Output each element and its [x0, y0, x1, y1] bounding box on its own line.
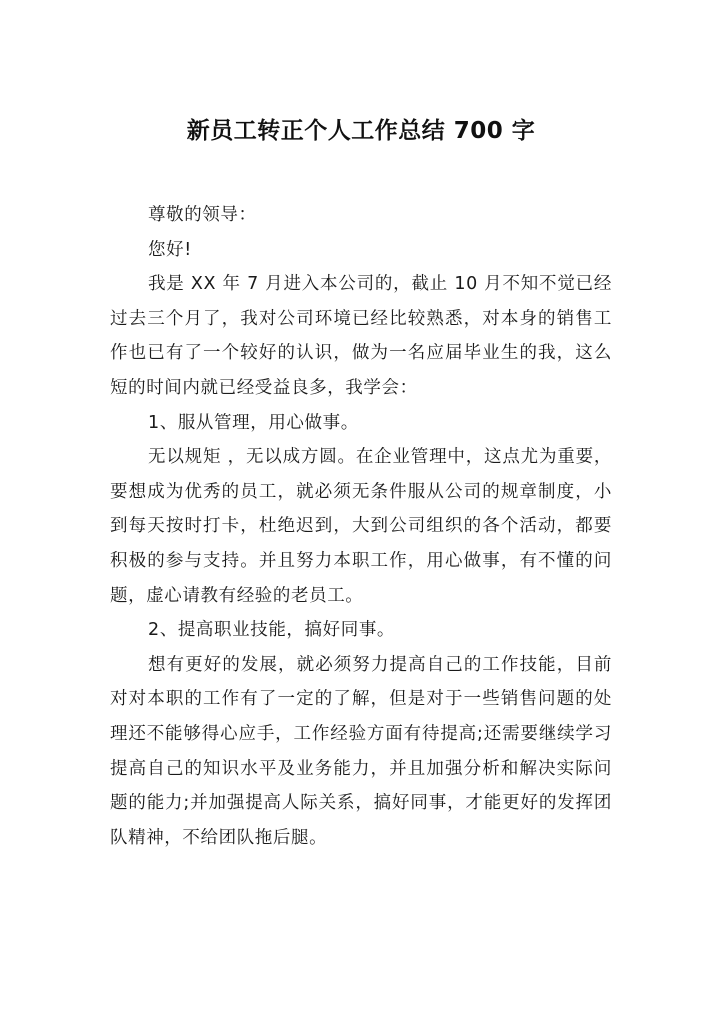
greeting: 您好! — [148, 239, 192, 260]
document-title: 新员工转正个人工作总结 700 字 — [186, 118, 536, 144]
section-heading-1: 1、服从管理，用心做事。 — [148, 412, 359, 433]
document-body — [110, 198, 612, 855]
section-2-paragraph: 想有更好的发展，就必须努力提高自己的工作技能，目前对对本职的工作有了一定的了解，但是对于一些销售问题的处理还不能够得心应手，工作经验方面有待提高;还需要继续学习提高自己的知识水平及业务能力，并且加强分析和解决实际问题的能力;并加强提高人际关系，搞好同事，才能更好的发挥团队精神，不给团队拖后腿。 — [110, 654, 612, 848]
section-heading-2: 2、提高职业技能，搞好同事。 — [148, 620, 396, 641]
section-1-paragraph: 无以规矩 ，无以成方圆。在企业管理中，这点尤为重要，要想成为优秀的员工，就必须无条件服从公司的规章制度，小到每天按时打卡，杜绝迟到，大到公司组织的各个活动，都要积极的参与支持。并且努力本职工作，用心做事，有不懂的问题，虚心请教有经验的老员工。 — [110, 447, 612, 606]
salutation: 尊敬的领导： — [148, 205, 257, 225]
intro-paragraph: 我是 XX 年 7 月进入本公司的，截止 10 月不知不觉已经过去三个月了，我对公司环境已经比较熟悉，对本身的销售工作也已有了一个较好的认识，做为一名应届毕业生的我，这么短的时间内就已经受益良多，我学会： — [110, 274, 612, 398]
